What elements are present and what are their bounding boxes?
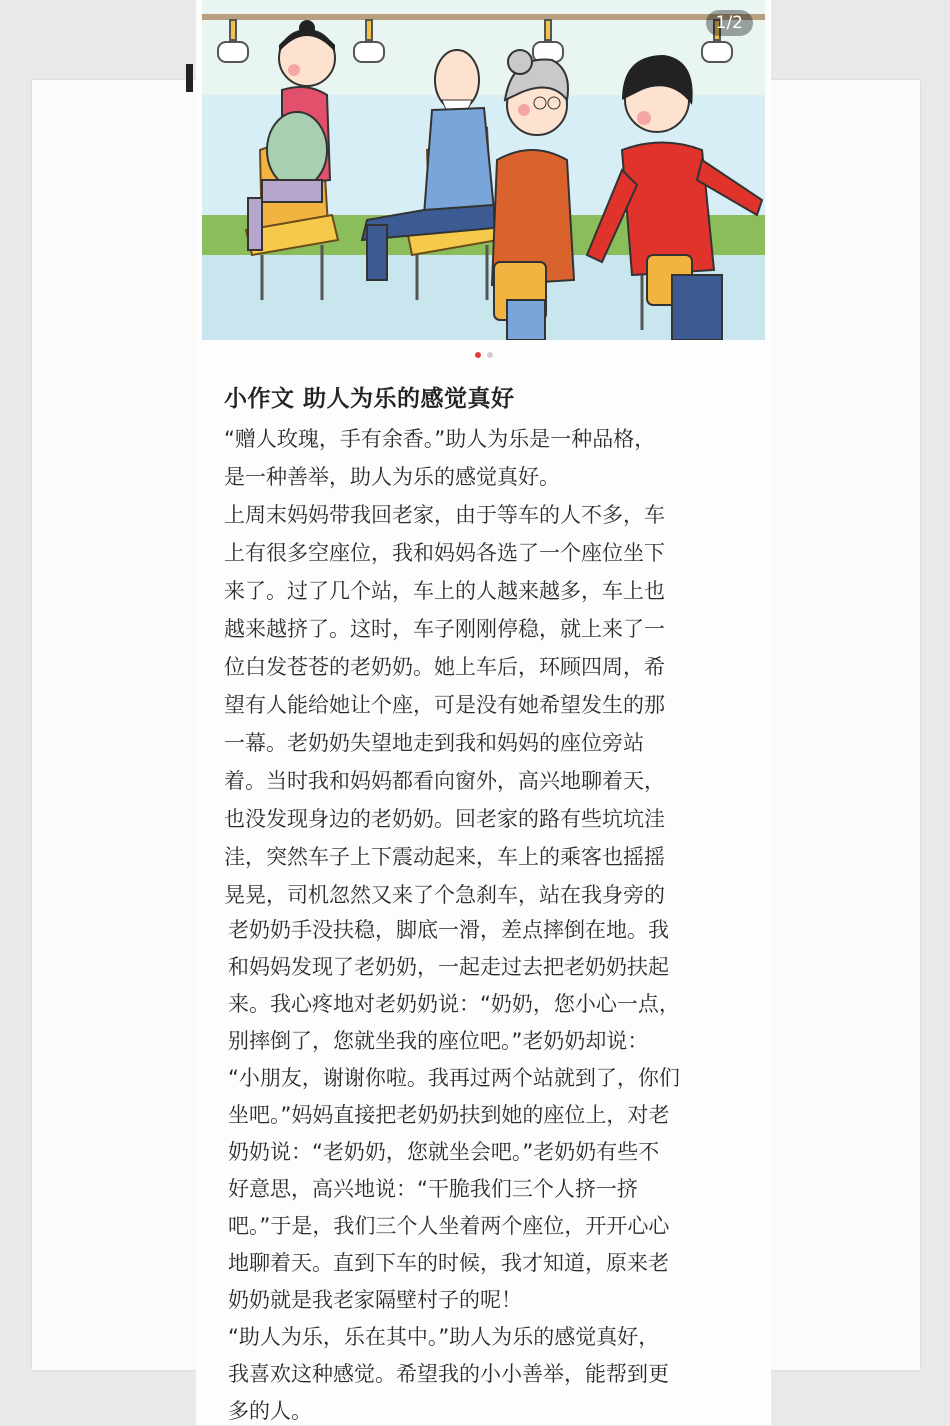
bus-scene-illustration [202,0,765,340]
article-line: 望有人能给她让个座，可是没有她希望发生的那 [224,693,665,717]
article-line: 洼，突然车子上下震动起来，车上的乘客也摇摇 [224,845,665,869]
article-line: 吧。”于是，我们三个人坐着两个座位，开开心心 [228,1214,670,1238]
article-line: 老奶奶手没扶稳，脚底一滑，差点摔倒在地。我 [228,918,669,942]
article-line: 来了。过了几个站，车上的人越来越多，车上也 [224,579,665,603]
article-line: “小朋友，谢谢你啦。我再过两个站就到了，你们 [228,1066,680,1090]
card-edge-marker [186,64,193,92]
article-line: “赠人玫瑰，手有余香。”助人为乐是一种品格， [224,427,656,451]
post-viewer [196,0,771,1425]
article-line: 多的人。 [228,1399,312,1423]
article-line: “助人为乐，乐在其中。”助人为乐的感觉真好， [228,1325,660,1349]
illustration-carousel[interactable] [202,0,765,340]
article-line: 奶奶就是我老家隔壁村子的呢！ [228,1288,522,1312]
carousel-dot-1[interactable] [475,352,481,358]
article-line: 别摔倒了，您就坐我的座位吧。”老奶奶却说： [228,1029,649,1053]
article-line: 好意思，高兴地说：“干脆我们三个人挤一挤 [228,1177,638,1201]
carousel-dot-2[interactable] [487,352,493,358]
article-line: 来。我心疼地对老奶奶说：“奶奶，您小心一点， [228,992,680,1016]
article-line: 坐吧。”妈妈直接把老奶奶扶到她的座位上，对老 [228,1103,670,1127]
article-line: 上周末妈妈带我回老家，由于等车的人不多，车 [224,503,665,527]
article-line: 和妈妈发现了老奶奶，一起走过去把老奶奶扶起 [228,955,669,979]
article-line: 一幕。老奶奶失望地走到我和妈妈的座位旁站 [224,731,644,755]
article-line: 也没发现身边的老奶奶。回老家的路有些坑坑洼 [224,807,665,831]
article-title: 小作文 助人为乐的感觉真好 [224,386,515,412]
article-line: 晃晃，司机忽然又来了个急刹车，站在我身旁的 [224,883,665,907]
article-line: 着。当时我和妈妈都看向窗外，高兴地聊着天， [224,769,665,793]
article-line: 奶奶说：“老奶奶，您就坐会吧。”老奶奶有些不 [228,1140,660,1164]
article-line: 地聊着天。直到下车的时候，我才知道，原来老 [228,1251,669,1275]
page-counter: 1/2 [706,10,753,36]
article-line: 位白发苍苍的老奶奶。她上车后，环顾四周，希 [224,655,665,679]
article-line: 越来越挤了。这时，车子刚刚停稳，就上来了一 [224,617,665,641]
carousel-dots [196,352,771,358]
article-line: 是一种善举，助人为乐的感觉真好。 [224,465,560,489]
article-line: 我喜欢这种感觉。希望我的小小善举，能帮到更 [228,1362,669,1386]
article-line: 上有很多空座位，我和妈妈各选了一个座位坐下 [224,541,665,565]
